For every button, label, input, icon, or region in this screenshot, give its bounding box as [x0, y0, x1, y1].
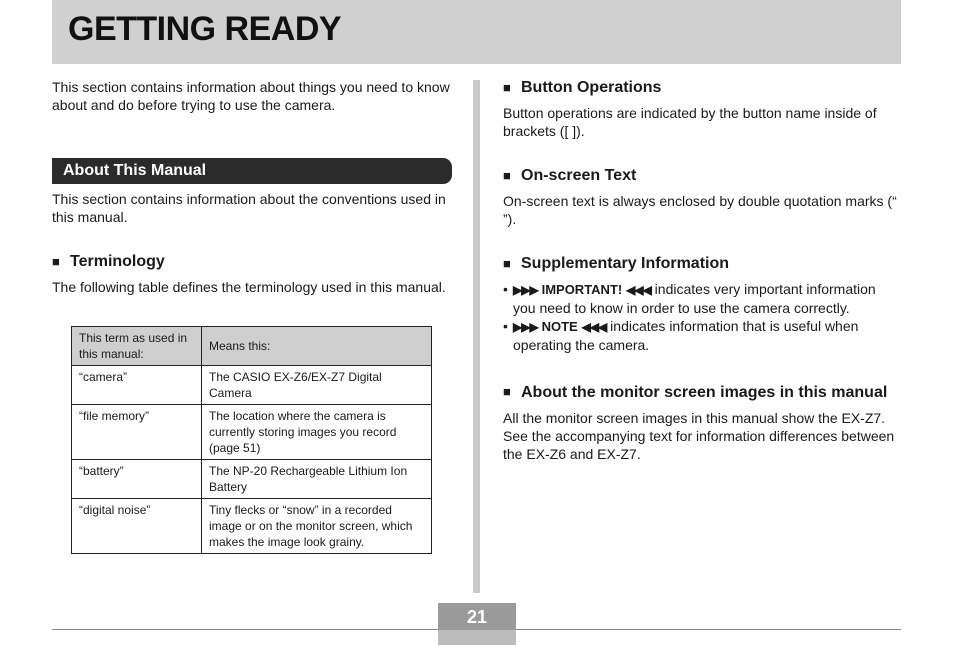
square-bullet-icon: ■: [503, 80, 511, 95]
table-cell-term: “camera”: [72, 366, 202, 405]
about-manual-text: This section contains information about the conventions used in this manual.: [52, 191, 446, 225]
note-description: indicates information that is useful when operating the camera.: [513, 318, 859, 353]
table-cell-term: “digital noise”: [72, 499, 202, 554]
supplementary-info-heading: [503, 254, 901, 274]
table-cell-term: “battery”: [72, 460, 202, 499]
bullet-icon: •: [503, 281, 508, 297]
table-header-meaning: Means this:: [202, 327, 432, 366]
table-cell-meaning: The CASIO EX-Z6/EX-Z7 Digital Camera: [202, 366, 432, 405]
important-description: indicates very important information you need to know in order to use the camera correctly.: [513, 281, 876, 316]
button-operations-heading: [503, 78, 901, 98]
table-header-row: [72, 327, 432, 366]
terminology-heading-label: Terminology: [70, 253, 165, 270]
section-heading-about-manual: About This Manual: [52, 158, 452, 184]
terminology-table: [71, 326, 432, 554]
table-row: [72, 460, 432, 499]
column-divider: [473, 80, 480, 593]
note-close-icon: ◀◀◀: [581, 320, 607, 334]
button-operations-heading-label: Button Operations: [521, 79, 662, 96]
note-open-icon: ▶▶▶: [513, 320, 538, 334]
supplementary-info-heading-label: Supplementary Information: [521, 255, 730, 272]
list-item: [503, 280, 901, 317]
square-bullet-icon: ■: [503, 384, 511, 399]
onscreen-text-heading: [503, 166, 901, 186]
intro-text: This section contains information about things you need to know about and do before trying to use the camera.: [52, 79, 450, 113]
list-item: [503, 317, 901, 354]
monitor-images-heading: [503, 382, 901, 403]
important-keyword: IMPORTANT!: [541, 282, 623, 297]
monitor-images-text: All the monitor screen images in this manual show the EX-Z7. See the accompanying text for information differences between the EX-Z6 and EX-Z7.: [503, 410, 895, 462]
bullet-icon: •: [503, 318, 508, 334]
note-keyword: NOTE: [541, 319, 578, 334]
supplementary-info-list: [503, 280, 901, 354]
page-title: GETTING READY: [68, 10, 342, 48]
table-cell-meaning: The NP-20 Rechargeable Lithium Ion Battery: [202, 460, 432, 499]
table-row: [72, 366, 432, 405]
terminology-text: The following table defines the terminology used in this manual.: [52, 279, 446, 295]
important-open-icon: ▶▶▶: [513, 283, 538, 297]
right-column: [503, 78, 901, 463]
page-number-strip: [438, 630, 516, 645]
terminology-heading: [52, 252, 452, 272]
table-row: [72, 499, 432, 554]
table-cell-term: “file memory”: [72, 405, 202, 460]
table-cell-meaning: The location where the camera is currently storing images you record (page 51): [202, 405, 432, 460]
square-bullet-icon: ■: [52, 254, 60, 269]
important-close-icon: ◀◀◀: [626, 283, 651, 297]
monitor-images-heading-label: About the monitor screen images in this manual: [521, 384, 888, 401]
page-number: 21: [466, 607, 488, 627]
onscreen-text-heading-label: On-screen Text: [521, 167, 637, 184]
button-operations-text: Button operations are indicated by the button name inside of brackets ([ ]).: [503, 105, 877, 139]
left-column: [52, 78, 452, 554]
header-band: [52, 0, 901, 64]
table-cell-meaning: Tiny flecks or “snow” in a recorded image or on the monitor screen, which makes the image look grainy.: [202, 499, 432, 554]
table-header-term: This term as used in this manual:: [72, 327, 202, 366]
table-row: [72, 405, 432, 460]
square-bullet-icon: ■: [503, 168, 511, 183]
onscreen-text-body: On-screen text is always enclosed by double quotation marks (“ ”).: [503, 193, 897, 227]
page-number-box: [438, 603, 516, 645]
square-bullet-icon: ■: [503, 256, 511, 271]
